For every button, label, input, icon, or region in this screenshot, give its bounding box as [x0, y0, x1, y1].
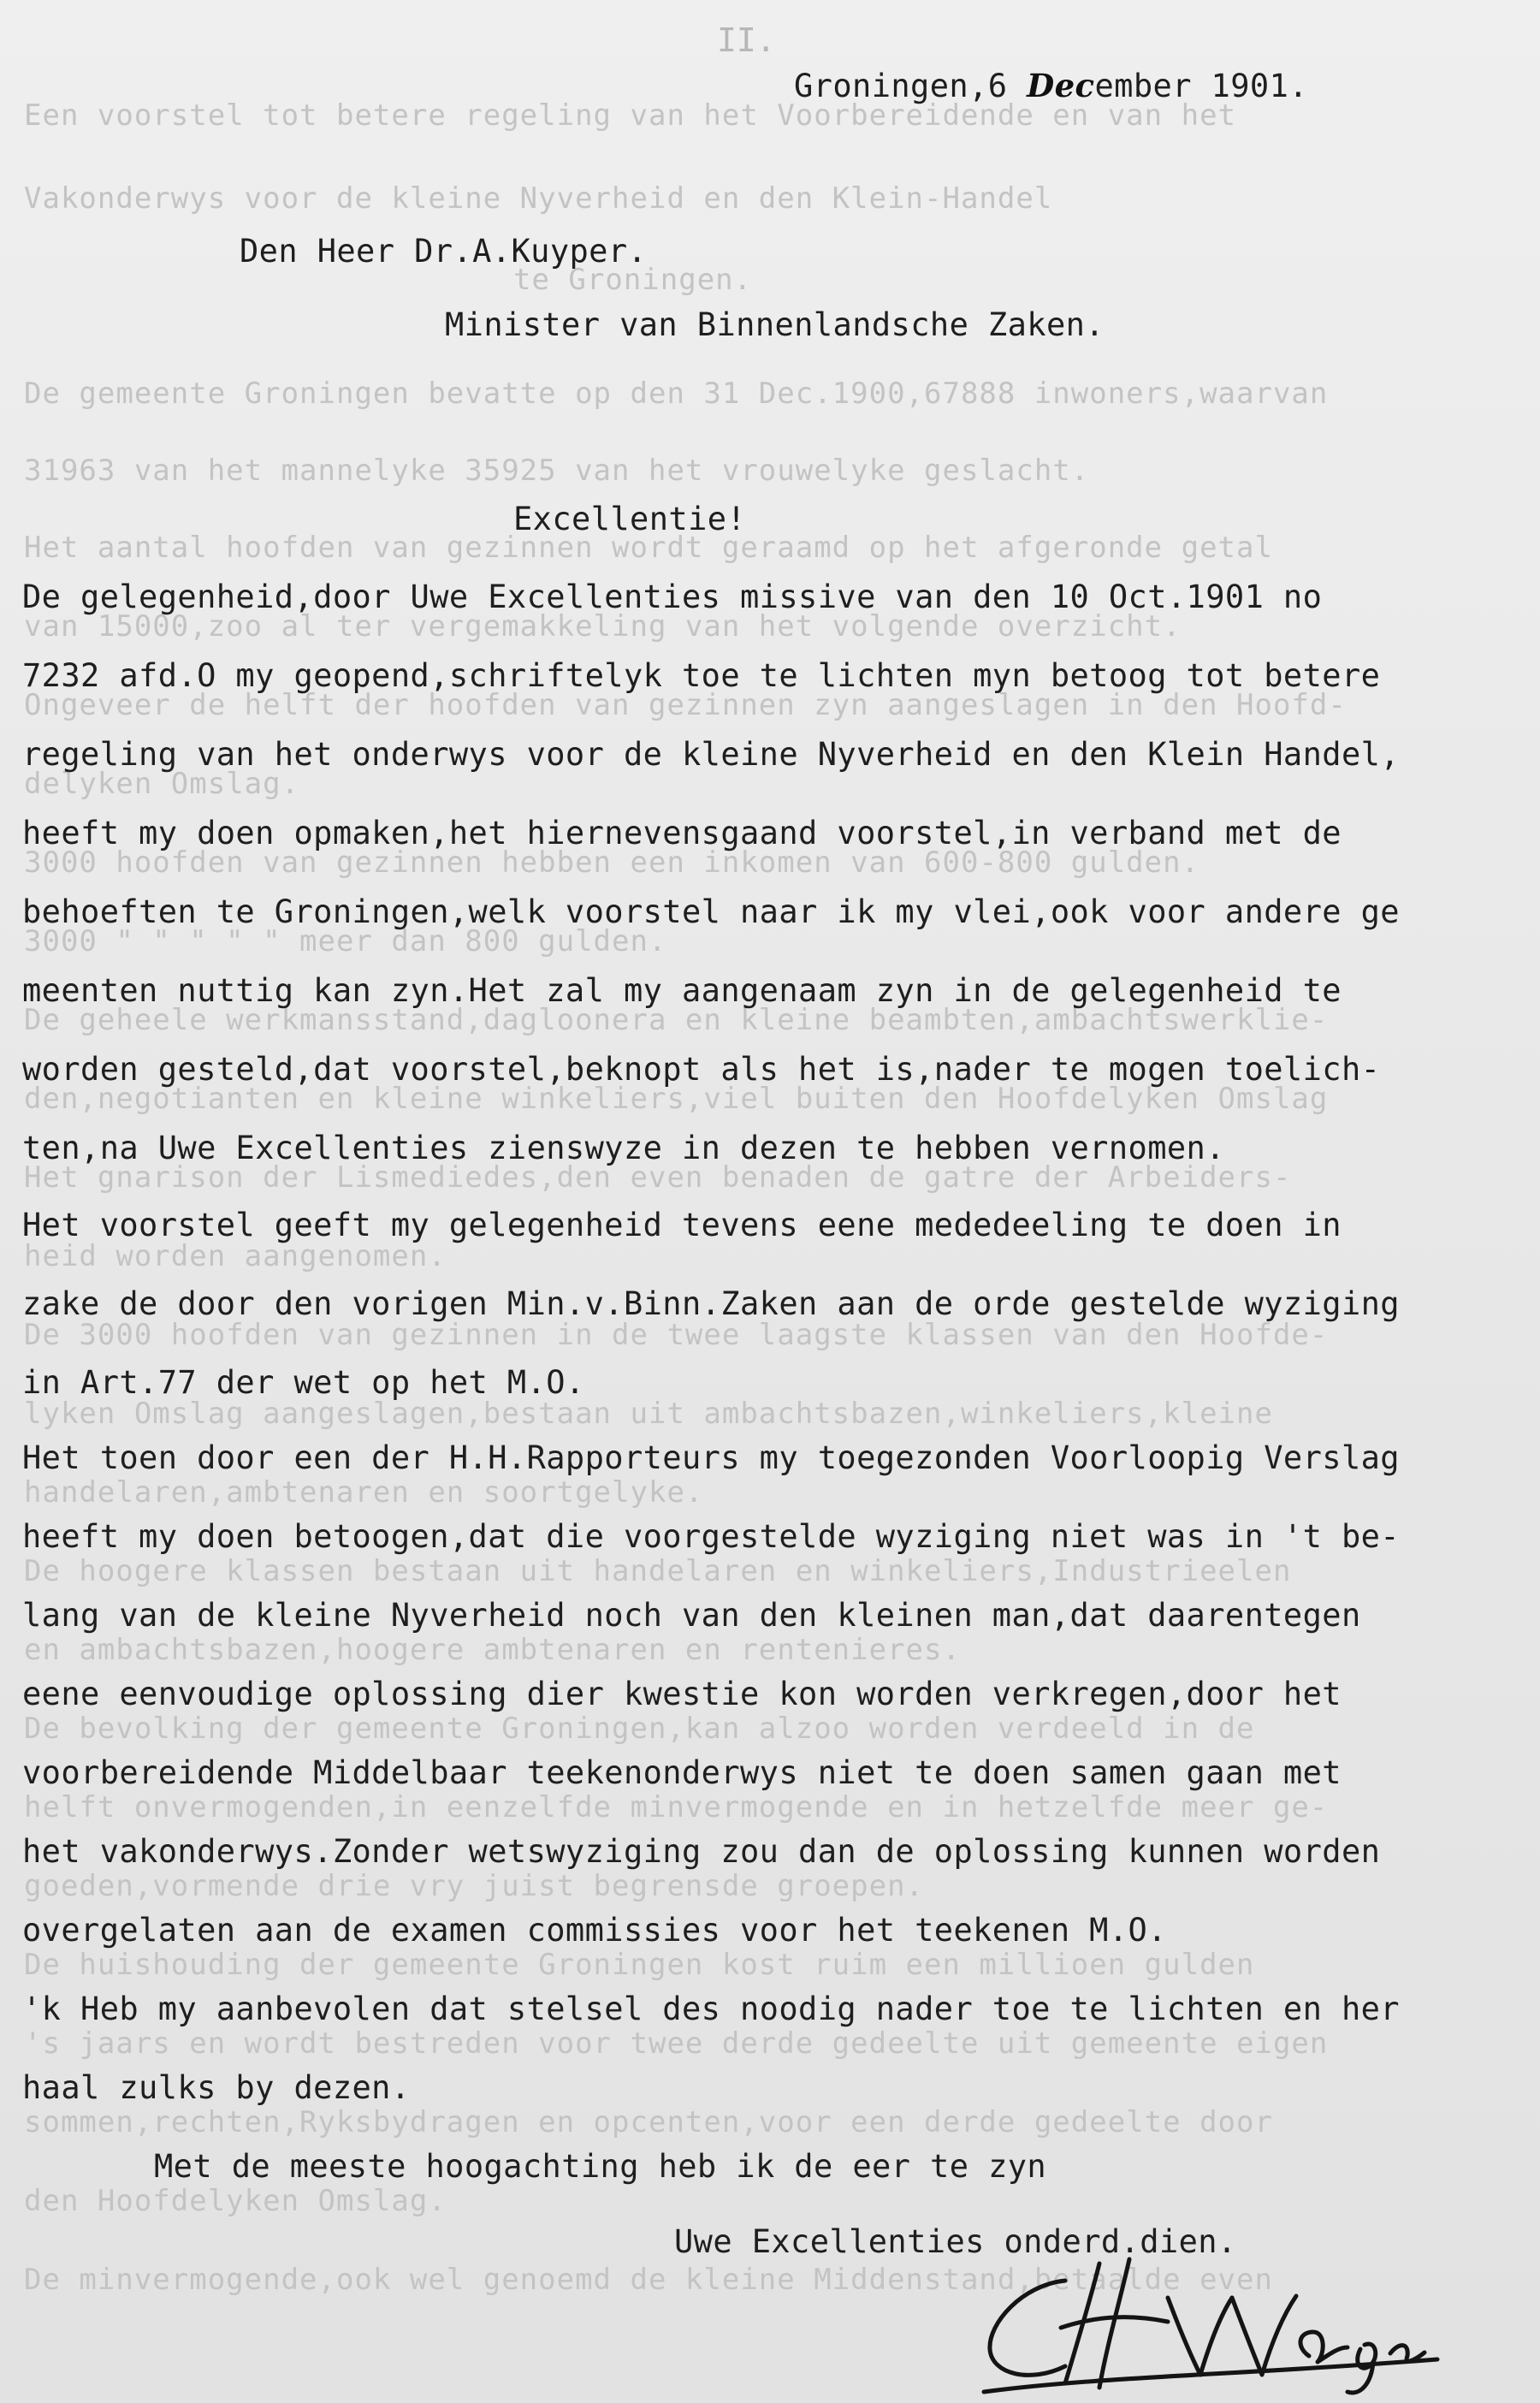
page-number: II. — [717, 21, 776, 59]
ghost-line: Ongeveer de helft der hoofden van gezinnen zyn aangeslagen in den Hoofd- — [24, 688, 1347, 722]
ghost-line: lyken Omslag aangeslagen,bestaan uit ambachtsbazen,winkeliers,kleine — [24, 1397, 1273, 1431]
place-text: Groningen,6 — [794, 68, 1028, 104]
ghost-line: te Groningen. — [513, 263, 753, 297]
ghost-line: Vakonderwys voor de kleine Nyverheid en den Klein-Handel — [24, 181, 1053, 216]
body-line: lang van de kleine Nyverheid noch van den kleinen man,dat daarentegen — [22, 1597, 1361, 1634]
ghost-line: 3000 hoofden van gezinnen hebben een inkomen van 600-800 gulden. — [24, 846, 1200, 880]
addressee-title: Minister van Binnenlandsche Zaken. — [445, 306, 1105, 343]
ghost-line: De huishouding der gemeente Groningen kost ruim een millioen gulden — [24, 1948, 1255, 1982]
ghost-line: den Hoofdelyken Omslag. — [24, 2184, 447, 2218]
body-line: behoeften te Groningen,welk voorstel naar ik my vlei,ook voor andere ge — [22, 893, 1400, 930]
body-line: heeft my doen opmaken,het hiernevensgaand voorstel,in verband met de — [22, 815, 1342, 851]
ghost-line: Een voorstel tot betere regeling van het Voorbereidende en van het — [24, 98, 1237, 133]
ghost-line: Het gnarison der Lismediedes,den even benaden de gatre der Arbeiders- — [24, 1160, 1292, 1195]
handwritten-signature — [971, 2246, 1450, 2400]
ghost-line: en ambachtsbazen,hoogere ambtenaren en rentenieres. — [24, 1633, 961, 1667]
ghost-line: goeden,vormende drie vry juist begrensde groepen. — [24, 1869, 925, 1903]
body-line: Het voorstel geeft my gelegenheid tevens eene mededeeling te doen in — [22, 1207, 1342, 1243]
body-line: worden gesteld,dat voorstel,beknopt als het is,nader te mogen toelich- — [22, 1051, 1381, 1088]
body-line: 'k Heb my aanbevolen dat stelsel des noodig nader toe te lichten en her — [22, 1991, 1400, 2027]
ghost-line: De hoogere klassen bestaan uit handelaren en winkeliers,Industrieelen — [24, 1554, 1292, 1588]
ghost-line: 's jaars en wordt bestreden voor twee derde gedeelte uit gemeente eigen — [24, 2026, 1329, 2061]
ghost-line: sommen,rechten,Ryksbydragen en opcenten,voor een derde gedeelte door — [24, 2105, 1273, 2139]
ghost-line: De 3000 hoofden van gezinnen in de twee laagste klassen van den Hoofde- — [24, 1318, 1329, 1352]
ghost-line: heid worden aangenomen. — [24, 1239, 447, 1273]
body-line: meenten nuttig kan zyn.Het zal my aangenaam zyn in de gelegenheid te — [22, 972, 1342, 1009]
ghost-line: De gemeente Groningen bevatte op den 31 Dec.1900,67888 inwoners,waarvan — [24, 377, 1329, 411]
body-line: 7232 afd.O my geopend,schriftelyk toe te lichten myn betoog tot betere — [22, 657, 1381, 694]
body-line: het vakonderwys.Zonder wetswyziging zou dan de oplossing kunnen worden — [22, 1833, 1381, 1870]
ghost-line: den,negotianten en kleine winkeliers,viel buiten den Hoofdelyken Omslag — [24, 1082, 1329, 1116]
body-line: regeling van het onderwys voor de kleine Nyverheid en den Klein Handel, — [22, 736, 1400, 773]
ghost-line: delyken Omslag. — [24, 767, 300, 801]
body-line: in Art.77 der wet op het M.O. — [22, 1364, 585, 1401]
ghost-line: handelaren,ambtenaren en soortgelyke. — [24, 1475, 704, 1510]
body-line: De gelegenheid,door Uwe Excellenties missive van den 10 Oct.1901 no — [22, 578, 1323, 615]
ghost-line: De bevolking der gemeente Groningen,kan alzoo worden verdeeld in de — [24, 1712, 1255, 1746]
body-line: eene eenvoudige oplossing dier kwestie kon worden verkregen,door het — [22, 1676, 1342, 1712]
body-line: Het toen door een der H.H.Rapporteurs my toegezonden Voorloopig Verslag — [22, 1439, 1400, 1476]
body-line: ten,na Uwe Excellenties zienswyze in dezen te hebben vernomen. — [22, 1130, 1225, 1166]
body-line: zake de door den vorigen Min.v.Binn.Zaken aan de orde gestelde wyziging — [22, 1285, 1400, 1322]
body-line: haal zulks by dezen. — [22, 2069, 411, 2106]
addressee: Den Heer Dr.A.Kuyper. — [240, 233, 648, 270]
ghost-line: 3000 " " " " " meer dan 800 gulden. — [24, 924, 667, 958]
ghost-line: helft onvermogenden,in eenzelfde minvermogende en in hetzelfde meer ge- — [24, 1790, 1329, 1824]
body-line: voorbereidende Middelbaar teekenonderwys niet te doen samen gaan met — [22, 1754, 1342, 1791]
ghost-line: De minvermogende,ook wel genoemd de kleine Middenstand,betaalde even — [24, 2263, 1273, 2297]
ghost-line: Het aantal hoofden van gezinnen wordt geraamd op het afgeronde getal — [24, 531, 1273, 565]
ghost-line: De geheele werkmansstand,dagloonera en kleine beambten,ambachtswerklie- — [24, 1003, 1329, 1037]
ghost-line: van 15000,zoo al ter vergemakkeling van het volgende overzicht. — [24, 609, 1182, 644]
closing-formula: Uwe Excellenties onderd.dien. — [674, 2223, 1237, 2260]
date-rest: ember 1901. — [1094, 68, 1308, 104]
ghost-line: 31963 van het mannelyke 35925 van het vrouwelyke geslacht. — [24, 454, 1090, 488]
body-line: heeft my doen betoogen,dat die voorgestelde wyziging niet was in 't be- — [22, 1518, 1400, 1555]
closing: Met de meeste hoogachting heb ik de eer te zyn — [154, 2148, 1047, 2185]
body-line: overgelaten aan de examen commissies voor het teekenen M.O. — [22, 1912, 1167, 1949]
place-date — [794, 67, 1308, 104]
salutation: Excellentie! — [513, 501, 747, 537]
handwritten-month: Dec — [1027, 67, 1095, 104]
